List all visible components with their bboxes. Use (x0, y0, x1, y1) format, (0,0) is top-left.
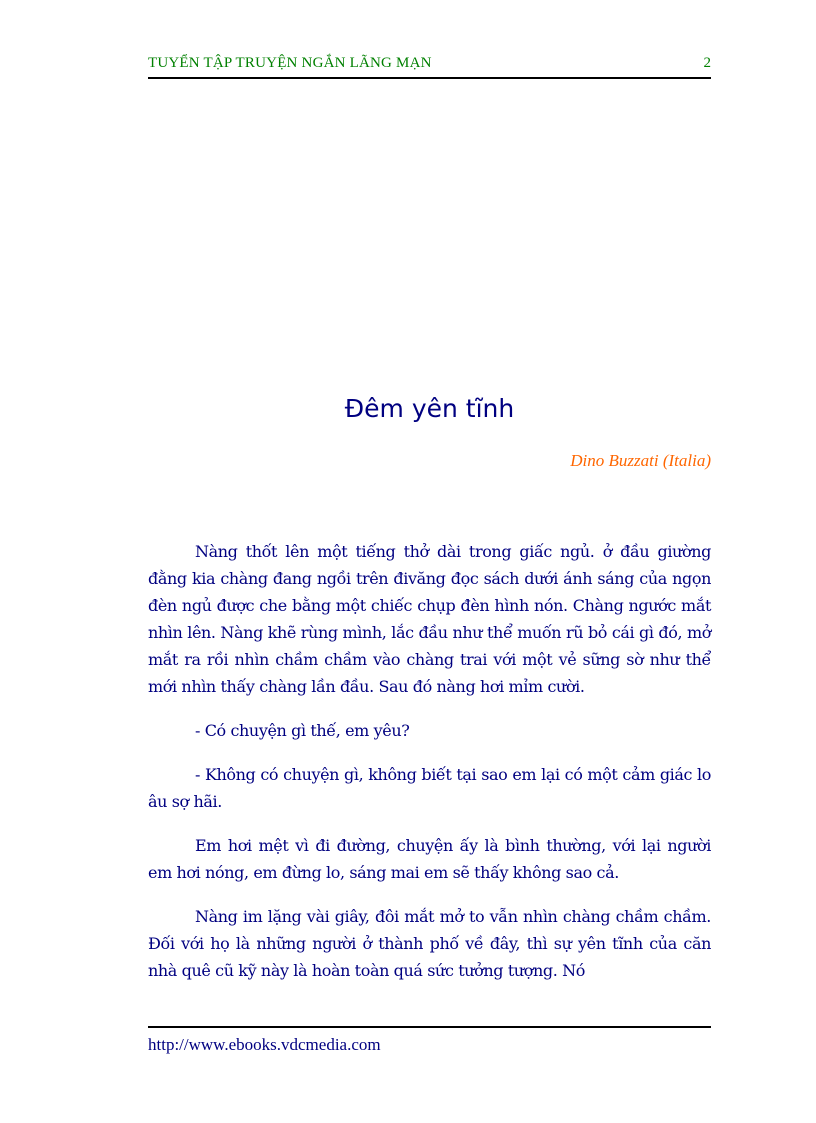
story-body (148, 538, 711, 1001)
paragraph: Nàng im lặng vài giây, đôi mắt mở to vẫn nhìn chàng chầm chầm. Đối với họ là những người ở thành phố về đây, thì sự yên tĩnh của căn nhà quê cũ kỹ này là hoàn toàn quá sức tưởng tượng. Nó (148, 907, 711, 980)
page-number: 2 (703, 55, 711, 71)
paragraph: Nàng thốt lên một tiếng thở dài trong giấc ngủ. ở đầu giường đằng kia chàng đang ngồi trên đivăng đọc sách dưới ánh sáng của ngọn đèn ngủ được che bằng một chiếc chụp đèn hình nón. Chàng ngước mắt nhìn lên. Nàng khẽ rùng mình, lắc đầu như thể muốn rũ bỏ cái gì đó, mở mắt ra rồi nhìn chầm chầm vào chàng trai với một vẻ sững sờ như thể mới nhìn thấy chàng lần đầu. Sau đó nàng hơi mỉm cười. (148, 542, 711, 696)
paragraph: Em hơi mệt vì đi đường, chuyện ấy là bình thường, với lại người em hơi nóng, em đừng lo, sáng mai em sẽ thấy không sao cả. (148, 836, 711, 882)
page-footer (148, 1026, 711, 1055)
page-header (148, 55, 711, 79)
paragraph: - Không có chuyện gì, không biết tại sao em lại có một cảm giác lo âu sợ hãi. (148, 765, 711, 811)
footer-url-link[interactable]: http://www.ebooks.vdcmedia.com (148, 1035, 381, 1054)
story-title: Đêm yên tĩnh (344, 394, 515, 423)
paragraph: - Có chuyện gì thế, em yêu? (195, 721, 410, 740)
story-author: Dino Buzzati (Italia) (570, 451, 711, 470)
header-title: TUYỂN TẬP TRUYỆN NGẮN LÃNG MẠN (148, 55, 432, 71)
